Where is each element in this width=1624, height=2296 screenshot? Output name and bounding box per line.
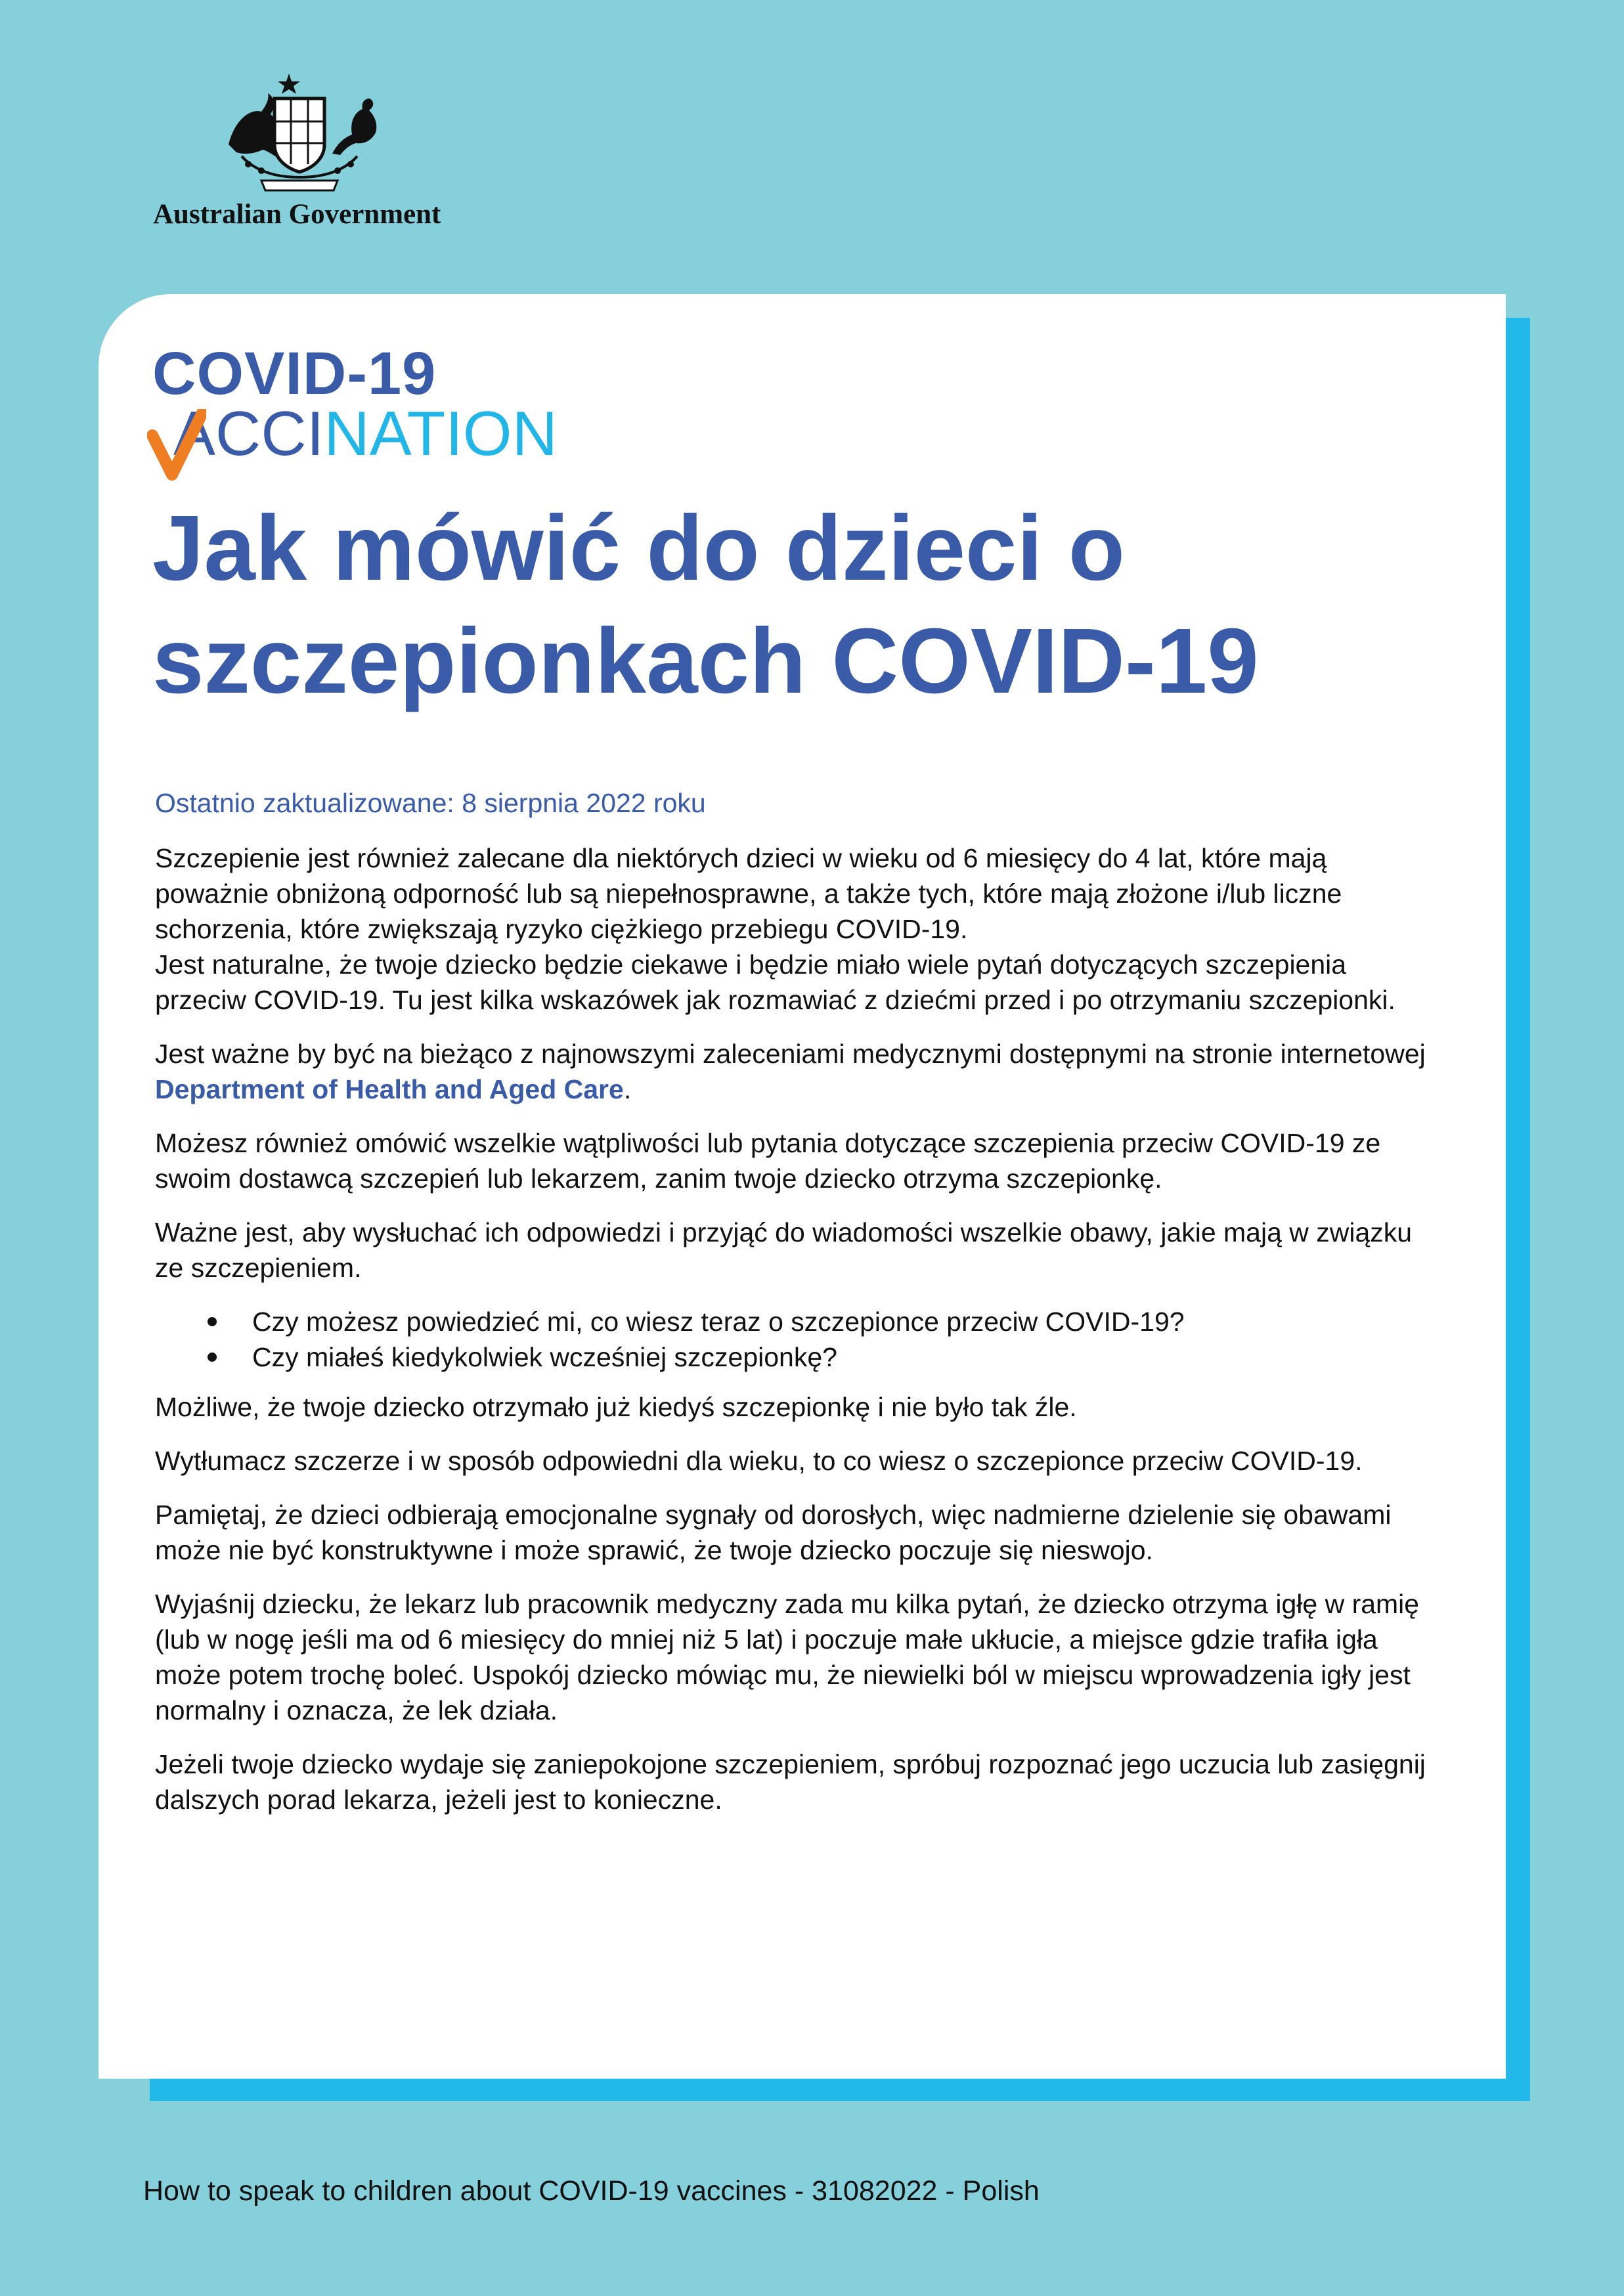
logo-nation: NATION [324,399,558,469]
paragraph-discuss-provider: Możesz również omówić wszelkie wątpliwości lub pytania dotyczące szczepienia przeciw COVID-19 ze swoim dostawcą szczepień lub lekarzem, zanim twoje dziecko otrzyma szczepionkę. [155,1128,1381,1194]
document-footer: How to speak to children about COVID-19 vaccines - 31082022 - Polish [143,2175,1040,2207]
paragraph-curiosity: Jest naturalne, że twoje dziecko będzie ciekawe i będzie miało wiele pytań dotyczących szczepienia przeciw COVID-19. Tu jest kilka wskazówek jak rozmawiać z dziećmi przed i po otrzymaniu szczepionki. [155,949,1395,1015]
paragraph-previous-vaccine: Możliwe, że twoje dziecko otrzymało już kiedyś szczepionkę i nie było tak źle. [155,1392,1077,1422]
covid-vaccination-logo [152,340,612,475]
paragraph-health-website-text: Jest ważne by być na bieżąco z najnowszymi zaleceniami medycznymi dostępnymi na stronie internetowej [155,1039,1426,1069]
coat-of-arms-icon [215,72,384,197]
list-item: Czy miałeś kiedykolwiek wcześniej szczepionkę? [155,1339,1442,1375]
paragraph-health-website-end: . [623,1074,632,1104]
paragraph-anxiety-advice: Jeżeli twoje dziecko wydaje się zaniepokojone szczepieniem, spróbuj rozpoznać jego uczucia lub zasięgnij dalszych porad lekarza, jeżeli jest to konieczne. [155,1749,1426,1815]
paragraph-health-website [155,1036,1442,1107]
paragraph-explain-honestly: Wytłumacz szczerze i w sposób odpowiedni dla wieku, to co wiesz o szczepionce przeciw COVID-19. [155,1446,1363,1476]
paragraph-listen: Ważne jest, aby wysłuchać ich odpowiedzi i przyjąć do wiadomości wszelkie obawy, jakie mają w związku ze szczepieniem. [155,1217,1413,1283]
australian-government-logo [150,72,452,236]
list-item: Czy możesz powiedzieć mi, co wiesz teraz o szczepionce przeciw COVID-19? [155,1304,1442,1339]
paragraph-emotional-cues: Pamiętaj, że dzieci odbierają emocjonalne sygnały od dorosłych, więc nadmierne dzielenie się obawami może nie być konstruktywne i może sprawić, że twoje dziecko poczuje się nieswojo. [155,1500,1392,1565]
logo-line-covid: COVID-19 [152,340,437,407]
article-body [155,840,1442,1836]
logo-line-vaccination [173,399,558,469]
paragraph-eligibility: Szczepienie jest również zalecane dla niektórych dzieci w wieku od 6 miesięcy do 4 lat, które mają poważnie obniżoną odporność lub są niepełnosprawne, a także tych, które mają złożone i/lub liczne schorzenia, które zwiększają ryzyko ciężkiego przebiegu COVID-19. [155,843,1342,944]
last-updated: Ostatnio zaktualizowane: 8 sierpnia 2022 roku [155,788,706,818]
page-title: Jak mówić do dzieci o szczepionkach COVID-19 [152,496,1259,712]
logo-acc: ACCI [173,399,324,469]
question-list [155,1304,1442,1375]
government-name: Australian Government [153,199,441,230]
department-health-link[interactable]: Department of Health and Aged Care [155,1074,624,1104]
paragraph-explain-procedure: Wyjaśnij dziecku, że lekarz lub pracownik medyczny zada mu kilka pytań, że dziecko otrzyma igłę w ramię (lub w nogę jeśli ma od 6 miesięcy do mniej niż 5 lat) i poczuje małe ukłucie, a miejsce gdzie trafiła igła może potem trochę boleć. Uspokój dziecko mówiąc mu, że niewielki ból w miejscu wprowadzenia igły jest normalny i oznacza, że lek działa. [155,1589,1420,1725]
content-card [99,294,1506,2079]
checkmark-icon [147,409,206,481]
